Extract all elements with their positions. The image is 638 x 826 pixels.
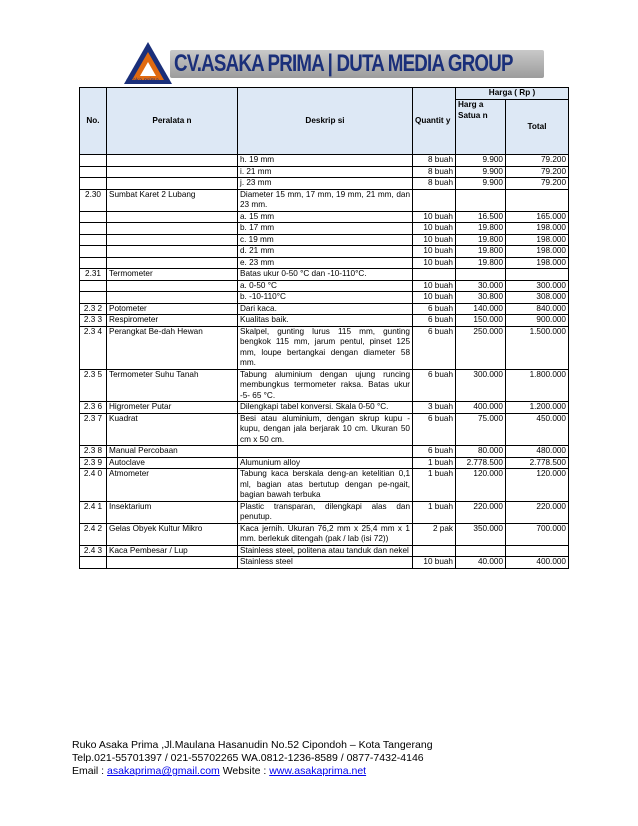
table-row: [80, 178, 569, 190]
cell-name: Higrometer Putar: [107, 402, 238, 414]
cell-quantity: 8 buah: [413, 178, 456, 190]
cell-no: 2.30: [80, 189, 107, 211]
cell-no: [80, 257, 107, 269]
company-title: CV.ASAKA PRIMA | DUTA MEDIA GROUP: [174, 50, 513, 77]
table-row: [80, 369, 569, 402]
cell-unit-price: 250.000: [456, 326, 506, 369]
email-label: Email :: [72, 765, 108, 777]
cell-total: 165.000: [506, 211, 569, 223]
header-total: Total: [506, 100, 569, 155]
cell-name: Respirometer: [107, 315, 238, 327]
cell-name: Potometer: [107, 303, 238, 315]
cell-unit-price: 2.778.500: [456, 457, 506, 469]
cell-total: 900.000: [506, 315, 569, 327]
cell-quantity: 10 buah: [413, 246, 456, 258]
cell-quantity: 6 buah: [413, 413, 456, 446]
cell-no: [80, 246, 107, 258]
header-no: No.: [80, 88, 107, 155]
price-table: [79, 87, 569, 569]
cell-unit-price: 400.000: [456, 402, 506, 414]
cell-no: 2.3 7: [80, 413, 107, 446]
cell-total: 480.000: [506, 446, 569, 458]
cell-quantity: 1 buah: [413, 469, 456, 502]
cell-quantity: 10 buah: [413, 234, 456, 246]
cell-unit-price: 19.800: [456, 246, 506, 258]
cell-unit-price: 40.000: [456, 557, 506, 569]
cell-unit-price: 300.000: [456, 369, 506, 402]
cell-unit-price: [456, 269, 506, 281]
cell-quantity: [413, 545, 456, 557]
table-row: [80, 280, 569, 292]
cell-name: Termometer Suhu Tanah: [107, 369, 238, 402]
cell-description: Batas ukur 0-50 °C dan -10-110°C.: [238, 269, 413, 281]
cell-name: [107, 166, 238, 178]
cell-total: 198.000: [506, 223, 569, 235]
cell-description: Tabung aluminium dengan ujung runcing membungkus termometer raksa. Batas ukur -5- 65 °C.: [238, 369, 413, 402]
cell-unit-price: [456, 545, 506, 557]
cell-name: Gelas Obyek Kultur Mikro: [107, 523, 238, 545]
header-peralatan: Peralata n: [107, 88, 238, 155]
cell-unit-price: 16.500: [456, 211, 506, 223]
cell-quantity: 6 buah: [413, 326, 456, 369]
table-row: [80, 223, 569, 235]
cell-name: Kuadrat: [107, 413, 238, 446]
cell-no: 2.3 4: [80, 326, 107, 369]
cell-name: [107, 155, 238, 167]
cell-description: Alumunium alloy: [238, 457, 413, 469]
cell-name: [107, 257, 238, 269]
cell-description: a. 15 mm: [238, 211, 413, 223]
email-link[interactable]: asakaprima@gmail.com: [107, 765, 220, 777]
cell-unit-price: 9.900: [456, 178, 506, 190]
table-row: [80, 189, 569, 211]
cell-unit-price: 120.000: [456, 469, 506, 502]
table-row: [80, 402, 569, 414]
cell-description: h. 19 mm: [238, 155, 413, 167]
cell-total: 308.000: [506, 292, 569, 304]
cell-no: 2.3 6: [80, 402, 107, 414]
cell-description: Tabung kaca berskala deng-an ketelitian 0,1 ml, bagian atas bertutup dengan pe-ngait, bagian bawah terbuka: [238, 469, 413, 502]
cell-name: [107, 234, 238, 246]
table-row: [80, 166, 569, 178]
table-row: [80, 523, 569, 545]
cell-unit-price: 150.000: [456, 315, 506, 327]
letterhead: [122, 44, 544, 84]
table-row: [80, 315, 569, 327]
table-row: [80, 557, 569, 569]
cell-name: Atmometer: [107, 469, 238, 502]
cell-description: Besi atau aluminium, dengan skrup kupu - kupu, dengan jala berjarak 10 cm. Ukuran 50 cm x 50 cm.: [238, 413, 413, 446]
cell-description: b. -10-110°C: [238, 292, 413, 304]
cell-description: b. 17 mm: [238, 223, 413, 235]
cell-no: [80, 223, 107, 235]
cell-quantity: 10 buah: [413, 211, 456, 223]
cell-no: 2.4 2: [80, 523, 107, 545]
cell-no: [80, 155, 107, 167]
logo-caption: asaka prima: [126, 78, 159, 84]
cell-unit-price: 30.800: [456, 292, 506, 304]
cell-description: Dilengkapi tabel konversi. Skala 0-50 °C.: [238, 402, 413, 414]
website-label: Website :: [219, 765, 270, 777]
cell-quantity: 10 buah: [413, 557, 456, 569]
cell-quantity: 10 buah: [413, 292, 456, 304]
cell-unit-price: 80.000: [456, 446, 506, 458]
website-link[interactable]: www.asakaprima.net: [269, 765, 367, 777]
cell-unit-price: 19.800: [456, 257, 506, 269]
footer-address: Ruko Asaka Prima ,Jl.Maulana Hasanudin No.52 Cipondoh – Kota Tangerang: [72, 739, 433, 751]
cell-description: a. 0-50 °C: [238, 280, 413, 292]
cell-quantity: 10 buah: [413, 257, 456, 269]
cell-description: Stainless steel, politena atau tanduk dan nekel: [238, 545, 413, 557]
cell-total: 1.200.000: [506, 402, 569, 414]
cell-no: 2.3 2: [80, 303, 107, 315]
cell-description: Stainless steel: [238, 557, 413, 569]
cell-name: [107, 557, 238, 569]
cell-name: Kaca Pembesar / Lup: [107, 545, 238, 557]
cell-quantity: 10 buah: [413, 280, 456, 292]
cell-no: 2.3 8: [80, 446, 107, 458]
cell-quantity: 10 buah: [413, 223, 456, 235]
cell-quantity: 8 buah: [413, 166, 456, 178]
cell-no: [80, 557, 107, 569]
cell-no: [80, 178, 107, 190]
cell-no: [80, 292, 107, 304]
cell-total: 1.800.000: [506, 369, 569, 402]
table-row: [80, 469, 569, 502]
cell-quantity: 6 buah: [413, 315, 456, 327]
cell-unit-price: 19.800: [456, 223, 506, 235]
cell-description: Skalpel, gunting lurus 115 mm, gunting bengkok 115 mm, jarum pentul, pinset 125 mm, loupe bertangkai dengan diameter 58 mm.: [238, 326, 413, 369]
cell-total: 700.000: [506, 523, 569, 545]
cell-total: 120.000: [506, 469, 569, 502]
cell-name: [107, 246, 238, 258]
cell-total: [506, 189, 569, 211]
cell-total: 79.200: [506, 155, 569, 167]
cell-total: 400.000: [506, 557, 569, 569]
cell-description: j. 23 mm: [238, 178, 413, 190]
cell-description: Kaca jernih. Ukuran 76,2 mm x 25,4 mm x 1 mm. berlekuk ditengah (pak / lab (isi 72)): [238, 523, 413, 545]
cell-name: Perangkat Be-dah Hewan: [107, 326, 238, 369]
cell-no: 2.3 5: [80, 369, 107, 402]
cell-description: e. 23 mm: [238, 257, 413, 269]
table-row: [80, 211, 569, 223]
table-row: [80, 269, 569, 281]
cell-no: 2.3 9: [80, 457, 107, 469]
cell-no: [80, 280, 107, 292]
cell-total: [506, 545, 569, 557]
cell-no: [80, 211, 107, 223]
table-row: [80, 326, 569, 369]
table-row: [80, 501, 569, 523]
cell-quantity: 1 buah: [413, 501, 456, 523]
cell-name: Manual Percobaan: [107, 446, 238, 458]
cell-quantity: 6 buah: [413, 446, 456, 458]
cell-total: 79.200: [506, 178, 569, 190]
cell-description: Dari kaca.: [238, 303, 413, 315]
header-deskripsi: Deskrip si: [238, 88, 413, 155]
cell-no: 2.31: [80, 269, 107, 281]
cell-total: [506, 269, 569, 281]
cell-total: 79.200: [506, 166, 569, 178]
cell-description: Kualitas baik.: [238, 315, 413, 327]
cell-unit-price: 30.000: [456, 280, 506, 292]
cell-description: Diameter 15 mm, 17 mm, 19 mm, 21 mm, dan 23 mm.: [238, 189, 413, 211]
table-row: [80, 292, 569, 304]
cell-description: c. 19 mm: [238, 234, 413, 246]
cell-name: Insektarium: [107, 501, 238, 523]
cell-name: Termometer: [107, 269, 238, 281]
cell-quantity: 6 buah: [413, 369, 456, 402]
cell-total: 450.000: [506, 413, 569, 446]
table-row: [80, 545, 569, 557]
cell-no: [80, 234, 107, 246]
cell-no: 2.3 3: [80, 315, 107, 327]
cell-description: [238, 446, 413, 458]
cell-description: Plastic transparan, dilengkapi alas dan penutup.: [238, 501, 413, 523]
cell-no: 2.4 0: [80, 469, 107, 502]
cell-total: 198.000: [506, 234, 569, 246]
cell-unit-price: [456, 189, 506, 211]
header-harga: Harga ( Rp ): [456, 88, 569, 100]
cell-name: [107, 280, 238, 292]
cell-no: 2.4 3: [80, 545, 107, 557]
cell-no: 2.4 1: [80, 501, 107, 523]
cell-unit-price: 140.000: [456, 303, 506, 315]
cell-unit-price: 220.000: [456, 501, 506, 523]
header-harga-satuan: Harg a Satua n: [456, 100, 506, 155]
cell-name: [107, 178, 238, 190]
cell-description: d. 21 mm: [238, 246, 413, 258]
cell-quantity: 2 pak: [413, 523, 456, 545]
table-row: [80, 234, 569, 246]
cell-quantity: 1 buah: [413, 457, 456, 469]
cell-description: i. 21 mm: [238, 166, 413, 178]
table-row: [80, 257, 569, 269]
cell-quantity: [413, 189, 456, 211]
cell-name: [107, 292, 238, 304]
cell-quantity: 6 buah: [413, 303, 456, 315]
cell-total: 198.000: [506, 246, 569, 258]
cell-name: [107, 211, 238, 223]
cell-name: Sumbat Karet 2 Lubang: [107, 189, 238, 211]
cell-unit-price: 9.900: [456, 155, 506, 167]
cell-total: 2.778.500: [506, 457, 569, 469]
footer: [72, 739, 433, 778]
cell-quantity: 8 buah: [413, 155, 456, 167]
header-quantity: Quantit y: [413, 88, 456, 155]
cell-quantity: [413, 269, 456, 281]
footer-phone: Telp.021-55701397 / 021-55702265 WA.0812-1236-8589 / 0877-7432-4146: [72, 752, 424, 764]
cell-name: Autoclave: [107, 457, 238, 469]
cell-total: 198.000: [506, 257, 569, 269]
cell-unit-price: 350.000: [456, 523, 506, 545]
cell-name: [107, 223, 238, 235]
table-row: [80, 413, 569, 446]
footer-contact: [72, 765, 433, 778]
cell-total: 220.000: [506, 501, 569, 523]
cell-no: [80, 166, 107, 178]
cell-total: 300.000: [506, 280, 569, 292]
cell-total: 840.000: [506, 303, 569, 315]
table-row: [80, 246, 569, 258]
table-row: [80, 303, 569, 315]
table-row: [80, 446, 569, 458]
cell-total: 1.500.000: [506, 326, 569, 369]
cell-unit-price: 19.800: [456, 234, 506, 246]
cell-quantity: 3 buah: [413, 402, 456, 414]
table-row: [80, 457, 569, 469]
cell-unit-price: 9.900: [456, 166, 506, 178]
table-row: [80, 155, 569, 167]
cell-unit-price: 75.000: [456, 413, 506, 446]
